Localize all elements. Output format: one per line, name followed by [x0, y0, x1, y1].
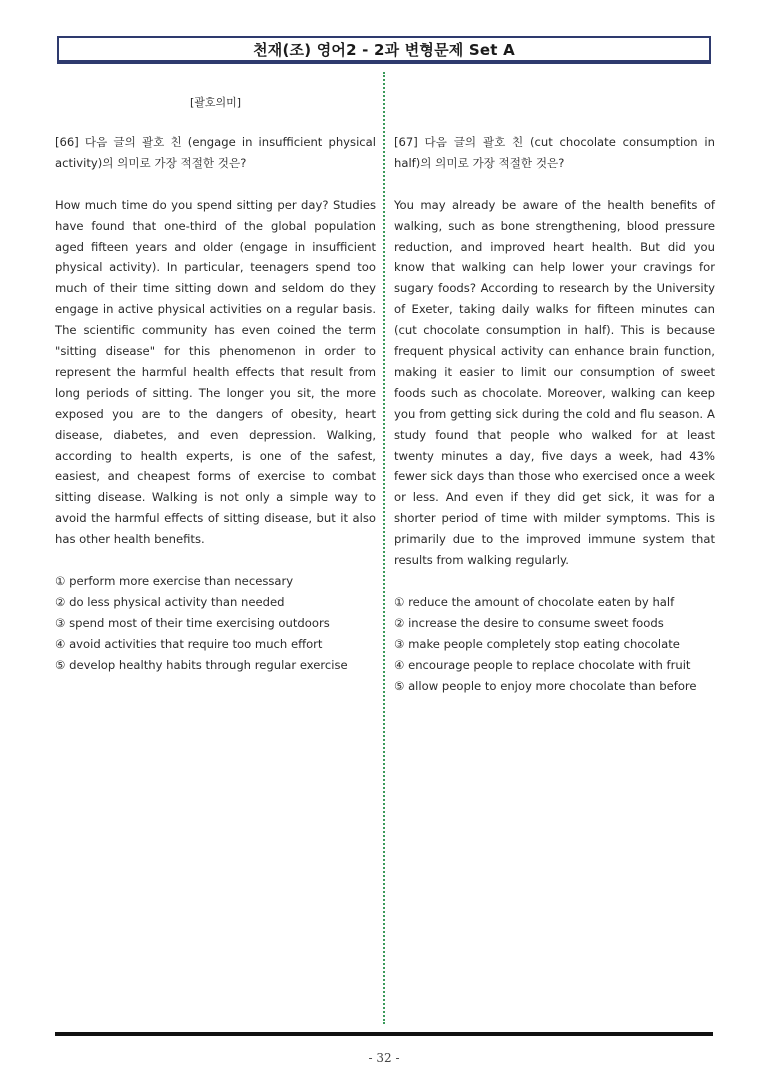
question-prompt: [66] 다음 글의 괄호 친 (engage in insufficient physical activity)의 의미로 가장 적절한 것은?	[55, 135, 376, 170]
question-passage: How much time do you spend sitting per day? Studies have found that one-third of the global population aged fifteen years and older (engage in insufficient physical activity). In particular, teenagers spend too much of their time sitting down and seldom do they engage in active physical activities on a regular basis. The scientific community has even coined the term "sitting disease" for this phenomenon in order to represent the harmful health effects that result from long periods of sitting. The longer you sit, the more exposed you are to the dangers of obesity, heart disease, diabetes, and even depression. Walking, according to health experts, is one of the safest, easiest, and cheapest forms of exercise to combat sitting disease. Walking is not only a simple way to avoid the harmful effects of sitting disease, but it also has other health benefits.	[55, 197, 376, 547]
choice-3: ③ make people completely stop eating chocolate	[394, 636, 680, 651]
choice-5: ⑤ develop healthy habits through regular exercise	[55, 657, 348, 672]
question-66	[55, 132, 376, 676]
choice-1: ① reduce the amount of chocolate eaten by half	[394, 594, 675, 609]
section-label: [괄호의미]	[190, 96, 242, 109]
choice-2: ② increase the desire to consume sweet foods	[394, 615, 664, 630]
choice-1: ① perform more exercise than necessary	[55, 574, 294, 588]
footer-rule	[55, 1032, 713, 1036]
question-prompt: [67] 다음 글의 괄호 친 (cut chocolate consumption in half)의 의미로 가장 적절한 것은?	[394, 135, 715, 170]
choice-5: ⑤ allow people to enjoy more chocolate than before	[394, 678, 697, 693]
column-divider	[383, 72, 385, 1024]
page-title: 천재(조) 영어2 - 2과 변형문제 Set A	[253, 40, 515, 59]
choice-3: ③ spend most of their time exercising outdoors	[55, 615, 330, 630]
question-67	[394, 132, 715, 696]
answer-choices	[55, 571, 376, 676]
answer-choices	[394, 592, 715, 697]
page-number: - 32 -	[368, 1051, 400, 1065]
page-header	[57, 36, 711, 64]
choice-4: ④ avoid activities that require too much effort	[55, 636, 323, 651]
choice-2: ② do less physical activity than needed	[55, 594, 285, 609]
question-passage: You may already be aware of the health benefits of walking, such as bone strengthening, blood pressure reduction, and improved heart health. But did you know that walking can help lower your cravings for sugary foods? According to research by the University of Exeter, taking daily walks for fifteen minutes can (cut chocolate consumption in half). This is because frequent physical activity can enhance brain function, making it easier to limit our consumption of sweet foods such as chocolate. Moreover, walking can keep you from getting sick during the cold and flu season. A study found that people who walked for at least twenty minutes a day, five days a week, had 43% fewer sick days than those who exercised once a week or less. And even if they did get sick, it was for a shorter period of time with milder symptoms. This is primarily due to the improved immune system that results from walking regularly.	[394, 197, 715, 568]
choice-4: ④ encourage people to replace chocolate with fruit	[394, 657, 691, 672]
